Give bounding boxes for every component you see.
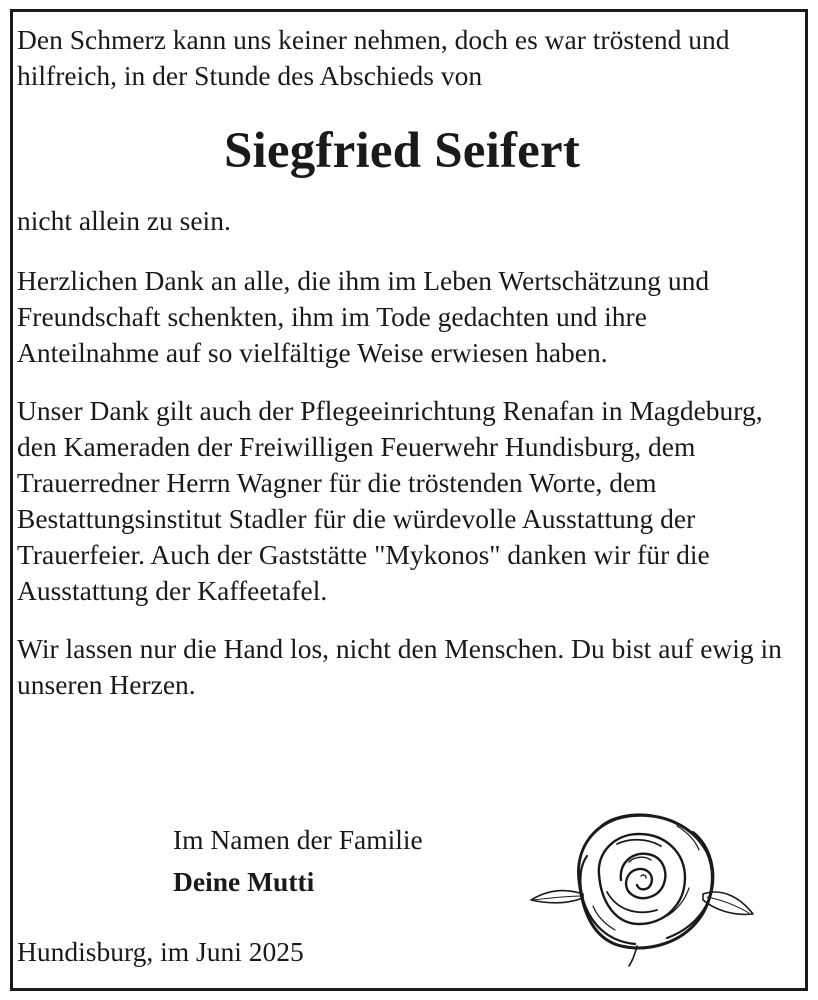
place-and-date: Hundisburg, im Juni 2025 bbox=[17, 936, 304, 967]
thanks-paragraph: Herzlichen Dank an alle, die ihm im Leben Wertschätzung und Freundschaft schenkten, ihm im Tode gedachten und ihre Anteilnahme auf so vielfältige Weise erwiesen haben. bbox=[17, 265, 710, 368]
signature-name: Deine Mutti bbox=[173, 866, 315, 897]
closing-paragraph: Wir lassen nur die Hand los, nicht den Menschen. Du bist auf ewig in unseren Herzen. bbox=[17, 633, 782, 700]
specific-thanks-paragraph: Unser Dank gilt auch der Pflegeeinrichtung Renafan in Magdeburg, den Kameraden der Freiwilligen Feuerwehr Hundisburg, dem Trauerredner Herrn Wagner für die tröstenden Worte, dem Bestattungsinstitut Stadler für die würdevolle Ausstattung der Trauerfeier. Auch der Gaststätte "Mykonos" danken wir für die Ausstattung der Kaffeetafel. bbox=[17, 395, 763, 606]
rose-icon bbox=[517, 796, 757, 968]
signature-line: Im Namen der Familie bbox=[173, 824, 423, 855]
intro-text: Den Schmerz kann uns keiner nehmen, doch es war tröstend und hilfreich, in der Stunde des Abschieds von bbox=[17, 24, 730, 91]
obituary-text bbox=[17, 22, 787, 703]
after-name-text: nicht allein zu sein. bbox=[17, 205, 231, 236]
signature-block bbox=[173, 822, 423, 900]
deceased-name: Siegfried Seifert bbox=[223, 123, 581, 179]
